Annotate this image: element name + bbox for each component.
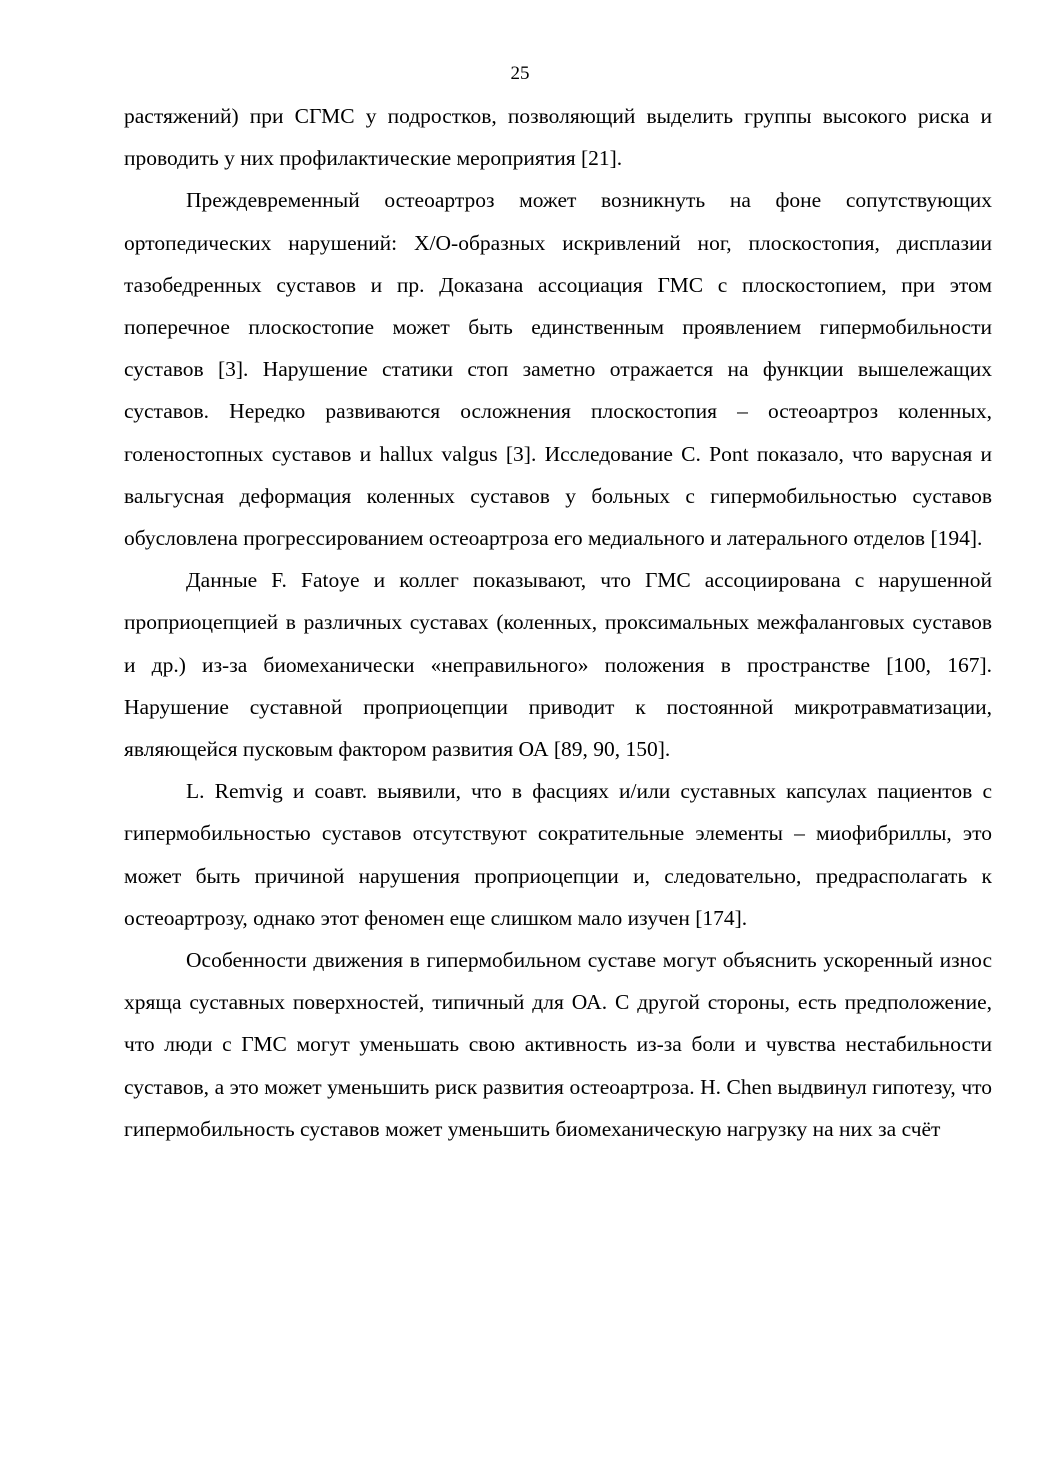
paragraph-continuation: растяжений) при СГМС у подростков, позволяющий выделить группы высокого риска и проводить у них профилактические мероприятия [21]. [124,104,992,171]
paragraph-proprioception: Данные F. Fatoye и коллег показывают, что ГМС ассоциирована с нарушенной проприоцепцией в различных суставах (коленных, проксимальных межфаланговых суставов и др.) из-за биомеханически «неправильного» положения в пространстве [100, 167]. Нарушение суставной проприоцепции приводит к постоянной микротравматизации, являющейся пусковым фактором развития ОА [89, 90, 150]. [124,568,992,762]
paragraph-fascia-capsules: L. Remvig и соавт. выявили, что в фасциях и/или суставных капсулах пациентов с гипермобильностью суставов отсутствуют сократительные элементы – миофибриллы, это может быть причиной нарушения проприоцепции и, следовательно, предрасполагать к остеоартрозу, однако этот феномен еще слишком мало изучен [174]. [124,779,992,930]
page-number: 25 [510,63,530,84]
paragraph-movement-features: Особенности движения в гипермобильном суставе могут объяснить ускоренный износ хряща суставных поверхностей, типичный для ОА. С другой стороны, есть предположение, что люди с ГМС могут уменьшать свою активность из-за боли и чувства нестабильности суставов, а это может уменьшить риск развития остеоартроза. H. Chen выдвинул гипотезу, что гипермобильность суставов может уменьшить биомеханическую нагрузку на них за счёт [124,948,992,1141]
body-text [124,95,992,1150]
paragraph-osteoarthrosis-orthopedic: Преждевременный остеоартроз может возникнуть на фоне сопутствующих ортопедических нарушений: Х/О-образных искривлений ног, плоскостопия, дисплазии тазобедренных суставов и пр. Доказана ассоциация ГМС с плоскостопием, при этом поперечное плоскостопие может быть единственным проявлением гипермобильности суставов [3]. Нарушение статики стоп заметно отражается на функции вышележащих суставов. Нередко развиваются осложнения плоскостопия – остеоартроз коленных, голеностопных суставов и hallux valgus [3]. Исследование C. Pont показало, что варусная и вальгусная деформация коленных суставов у больных с гипермобильностью суставов обусловлена прогрессированием остеоартроза его медиального и латерального отделов [194]. [124,188,992,551]
